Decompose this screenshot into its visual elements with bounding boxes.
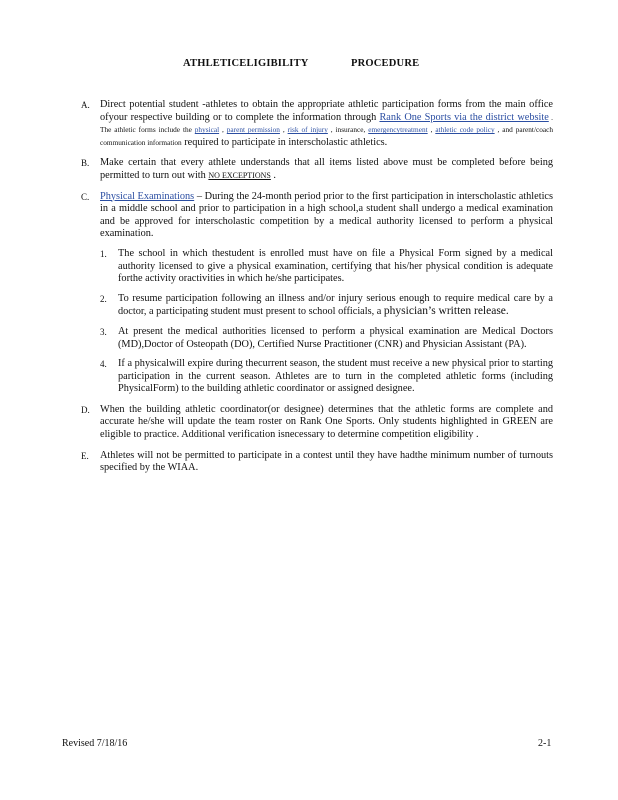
athletic-code-policy-link[interactable]: athletic code policy bbox=[435, 125, 495, 135]
sub-item-marker: 4. bbox=[100, 359, 107, 370]
item-text-small: . The athletic forms include the bbox=[100, 112, 554, 135]
item-marker: B. bbox=[81, 158, 90, 169]
item-marker: C. bbox=[81, 191, 90, 202]
item-text: Direct potential student -athletes to obtain the appropriate athletic participation forms from the main office ofyour respective building or to complete the information through bbox=[100, 99, 553, 123]
sub-item-1 bbox=[100, 248, 553, 286]
sub-item-marker: 3. bbox=[100, 326, 107, 337]
item-marker: D. bbox=[81, 404, 90, 415]
item-text-small: , and parent/coach communication information bbox=[100, 125, 553, 147]
no-exceptions-text: NO EXCEPTIONS bbox=[208, 170, 271, 180]
item-text-end: . bbox=[270, 169, 276, 181]
physical-examinations-link[interactable]: Physical Examinations bbox=[100, 190, 195, 202]
list-item-c bbox=[81, 191, 553, 396]
sub-item-marker: 2. bbox=[100, 293, 107, 304]
footer-page-number: 2-1 bbox=[538, 738, 552, 749]
sub-item-marker: 1. bbox=[100, 248, 107, 259]
item-text: Athletes will not be permitted to participate in a contest until they have hadthe minimum number of turnouts specified by the WIAA. bbox=[100, 449, 553, 474]
risk-of-injury-link[interactable]: risk of injury bbox=[287, 125, 328, 135]
physician-release-text: physician’s written release. bbox=[383, 305, 509, 318]
title-part-1: ATHLETICELIGIBILITY bbox=[183, 58, 309, 69]
sub-item-4 bbox=[100, 358, 553, 396]
rank-one-link[interactable]: Rank One Sports via the district website bbox=[379, 111, 549, 123]
list-item-e bbox=[81, 450, 553, 475]
sub-item-text: At present the medical authorities licensed to perform a physical examination are Medical Doctors (MD),Doctor of Osteopath (DO), Certified Nurse Practitioner (CNR) and Physician Assistant (PA). bbox=[118, 325, 553, 350]
sub-item-text: To resume participation following an illness and/or injury serious enough to require medical care by a doctor, a participating student must present to school officials, a bbox=[118, 292, 553, 318]
physical-link[interactable]: physical bbox=[194, 125, 220, 135]
procedure-list bbox=[81, 99, 553, 483]
sub-item-text: The school in which thestudent is enrolled must have on file a Physical Form signed by a medical authority licensed to give a physical examination, certifying that his/her physical condition is adequate forthe activity oractivities in which he/she participates. bbox=[118, 247, 553, 285]
list-item-d bbox=[81, 404, 553, 442]
item-text: When the building athletic coordinator(or designee) determines that the athletic forms are complete and accurate he/she will update the team roster on Rank One Sports. Only students highlighted in GREEN are eligible to practice. Additional verification isnecessary to determine competition eligibility . bbox=[100, 403, 553, 441]
title-part-2: PROCEDURE bbox=[351, 58, 420, 69]
parent-permission-link[interactable]: parent permission bbox=[226, 125, 280, 135]
item-text: required to participate in interscholastic athletics. bbox=[181, 136, 388, 148]
list-item-b bbox=[81, 157, 553, 182]
emergency-treatment-link[interactable]: emergencytreatment bbox=[368, 125, 428, 135]
item-marker: A. bbox=[81, 100, 90, 110]
separator: , bbox=[279, 125, 288, 135]
footer-revised-date: Revised 7/18/16 bbox=[62, 738, 128, 749]
sub-item-2 bbox=[100, 293, 553, 319]
separator: , bbox=[219, 125, 227, 135]
separator: , bbox=[427, 125, 436, 135]
item-text: – During the 24-month period prior to the first participation in interscholastic athletics in a middle school and prior to participation in a high school,a student shall undergo a medical examination and be approved for interscholastic competition by a medical authority licensed to perform a physical examination. bbox=[100, 190, 554, 240]
item-marker: E. bbox=[81, 450, 89, 461]
item-text-small: , insurance, bbox=[327, 125, 369, 135]
sub-item-text: If a physicalwill expire during thecurrent season, the student must receive a new physical prior to starting participation in the current season. Athletes are to turn in the completed athletic forms (including PhysicalForm) to the building athletic coordinator or assigned designee. bbox=[118, 358, 553, 395]
item-text: Make certain that every athlete understands that all items listed above must be completed before being permitted to turn out with bbox=[100, 157, 553, 181]
list-item-a bbox=[81, 99, 553, 149]
sub-item-3 bbox=[100, 326, 553, 351]
